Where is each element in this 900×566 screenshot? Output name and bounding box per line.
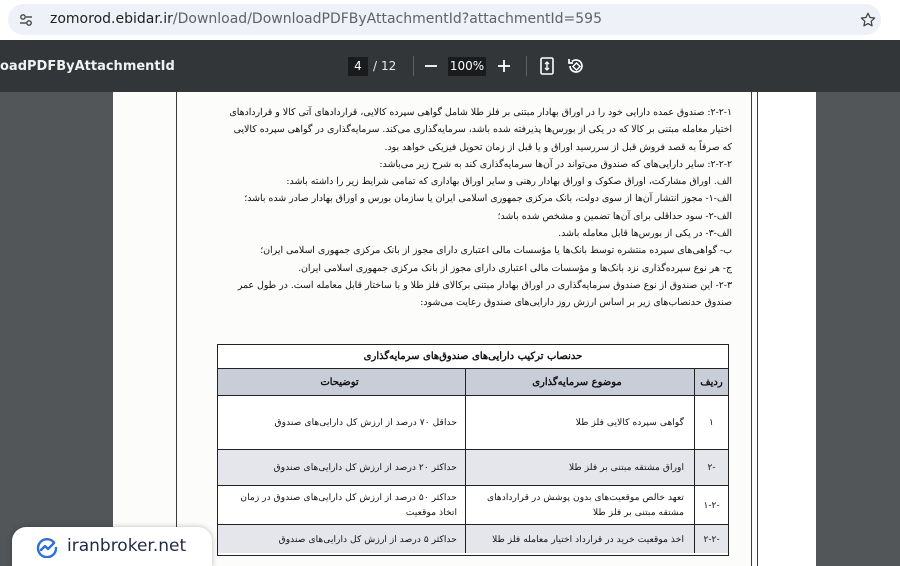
paragraph-line: که صرفاً به قصد فروش قبل از سررسید اوراق و یا قبل از زمان تحویل فیزیکی خواهد بود. xyxy=(384,141,732,153)
browser-address-area xyxy=(0,0,900,40)
bookmark-star-icon[interactable] xyxy=(859,11,877,29)
paragraph-line: الف-۲- سود حداقلی برای آن‌ها تضمین و مشخص شده باشد؛ xyxy=(497,210,732,222)
cell-notes: حداکثر ۵۰ درصد از ارزش کل دارایی‌های صندوق در زمان اتخاذ موقعیت xyxy=(240,492,457,518)
header-subject: موضوع سرمایه‌گذاری xyxy=(465,369,694,395)
cell-notes: حداکثر ۲۰ درصد از ارزش کل دارایی‌های صندوق xyxy=(273,462,457,473)
toolbar-divider xyxy=(413,56,414,76)
paragraph-line: صندوق حدنصاب‌های زیر بر اساس ارزش روز دارایی‌های صندوق رعایت می‌شود: xyxy=(420,297,732,309)
toolbar-divider xyxy=(526,56,527,76)
allocation-table xyxy=(217,344,729,556)
omnibox[interactable] xyxy=(8,4,881,35)
cell-subject: تعهد خالص موقعیت‌های بدون پوشش در قراردادهای مشتقه مبتنی بر فلز طلا xyxy=(465,486,694,524)
table-title: حدنصاب ترکیب دارایی‌های صندوق‌های سرمایه‌گذاری xyxy=(218,345,728,369)
table-header-row xyxy=(218,369,728,396)
paragraph-line: ج- هر نوع سپرده‌گذاری نزد بانک‌ها و مؤسسات مالی اعتباری دارای مجوز از بانک مرکزی جمهوری اسلامی ایران. xyxy=(298,262,732,274)
page-border-line xyxy=(176,92,177,566)
pdf-toolbar xyxy=(0,40,900,92)
paragraph-line: الف-۳- در یکی از بورس‌ها قابل معامله باشد. xyxy=(558,228,732,240)
watermark-text: iranbroker.net xyxy=(67,536,187,556)
zoom-out-icon[interactable] xyxy=(422,57,440,75)
site-info-icon[interactable] xyxy=(18,12,34,28)
paragraph-line: ۲-۲-۲: سایر دارایی‌های که صندوق می‌تواند در آن‌ها سرمایه‌گذاری کند به شرح زیر می‌باشد: xyxy=(379,158,732,170)
table-row xyxy=(218,396,728,450)
table-row xyxy=(218,450,728,486)
page-separator: / xyxy=(373,59,378,73)
paragraph-line: الف. اوراق مشارکت، اوراق صکوک و اوراق بهادار رهنی و سایر اوراق بهاداری که تمامی شرایط زیر را داشته باشد: xyxy=(286,176,732,188)
zoom-in-icon[interactable] xyxy=(495,57,513,75)
table-row xyxy=(218,486,728,525)
cell-subject: اخذ موقعیت خرید در قرارداد اختیار معامله فلز طلا xyxy=(465,525,694,553)
cell-row-number: -۲-۲ xyxy=(694,525,728,553)
cell-subject: اوراق مشتقه مبتنی بر فلز طلا xyxy=(465,450,694,485)
paragraph-line: ۲-۲-۱: صندوق عمده دارایی خود را در اوراق بهادار مبتنی بر فلز طلا شامل گواهی سپرده کالایی، قراردادهای آتی کالا و قراردادهای xyxy=(229,107,732,118)
rotate-icon[interactable] xyxy=(566,56,586,76)
page-total: 12 xyxy=(381,59,397,73)
url-text[interactable] xyxy=(50,11,602,27)
cell-subject: گواهی سپرده کالایی فلز طلا xyxy=(465,396,694,449)
fit-to-page-icon[interactable] xyxy=(538,56,556,76)
page-border-line xyxy=(757,92,758,566)
zoom-level-input[interactable]: 100% xyxy=(448,57,486,76)
cell-row-number: -۱-۲ xyxy=(694,486,728,524)
paragraph-line: ۲-۳- این صندوق از نوع صندوق سرمایه‌گذاری در اوراق بهادار مبتنی برکالای فلز طلا و با ساختار قابل معامله است. در طول عمر xyxy=(237,279,732,291)
cell-row-number: ۱ xyxy=(694,396,728,449)
cell-notes: حداکثر ۵ درصد از ارزش کل دارایی‌های صندوق xyxy=(278,533,457,545)
table-row xyxy=(218,525,728,553)
header-row-number: ردیف xyxy=(694,369,728,395)
url-path: /Download/DownloadPDFByAttachmentId?attachmentId=595 xyxy=(172,11,602,27)
cell-row-number: -۲ xyxy=(694,450,728,485)
document-title: oadPDFByAttachmentId xyxy=(0,59,175,74)
iranbroker-logo-icon xyxy=(35,536,59,558)
cell-notes: حداقل ۷۰ درصد از ارزش کل دارایی‌های صندوق xyxy=(274,417,457,428)
paragraph-line: اختیار معامله مبتنی بر کالا که در یکی از بورس‌ها پذیرفته شده باشد، سرمایه‌گذاری می‌کند. سرمایه‌گذاری در گواهی سپرده کالایی xyxy=(233,124,732,136)
watermark-badge xyxy=(12,527,212,566)
page-number-input[interactable]: 4 xyxy=(348,57,368,76)
url-host: zomorod.ebidar.ir xyxy=(50,11,173,27)
document-body xyxy=(200,104,732,312)
page-margin-edge xyxy=(758,92,816,566)
page-border-line xyxy=(751,92,752,566)
header-notes: توضیحات xyxy=(320,376,359,388)
paragraph-line: الف-۱- مجوز انتشار آن‌ها از سوی دولت، بانک مرکزی جمهوری اسلامی ایران یا سازمان بورس و اوراق بهادار صادر شده باشد؛ xyxy=(244,193,732,205)
paragraph-line: ب- گواهی‌های سپرده منتشره توسط بانک‌ها یا مؤسسات مالی اعتباری دارای مجوز از بانک مرکزی جمهوری اسلامی ایران؛ xyxy=(260,245,732,257)
